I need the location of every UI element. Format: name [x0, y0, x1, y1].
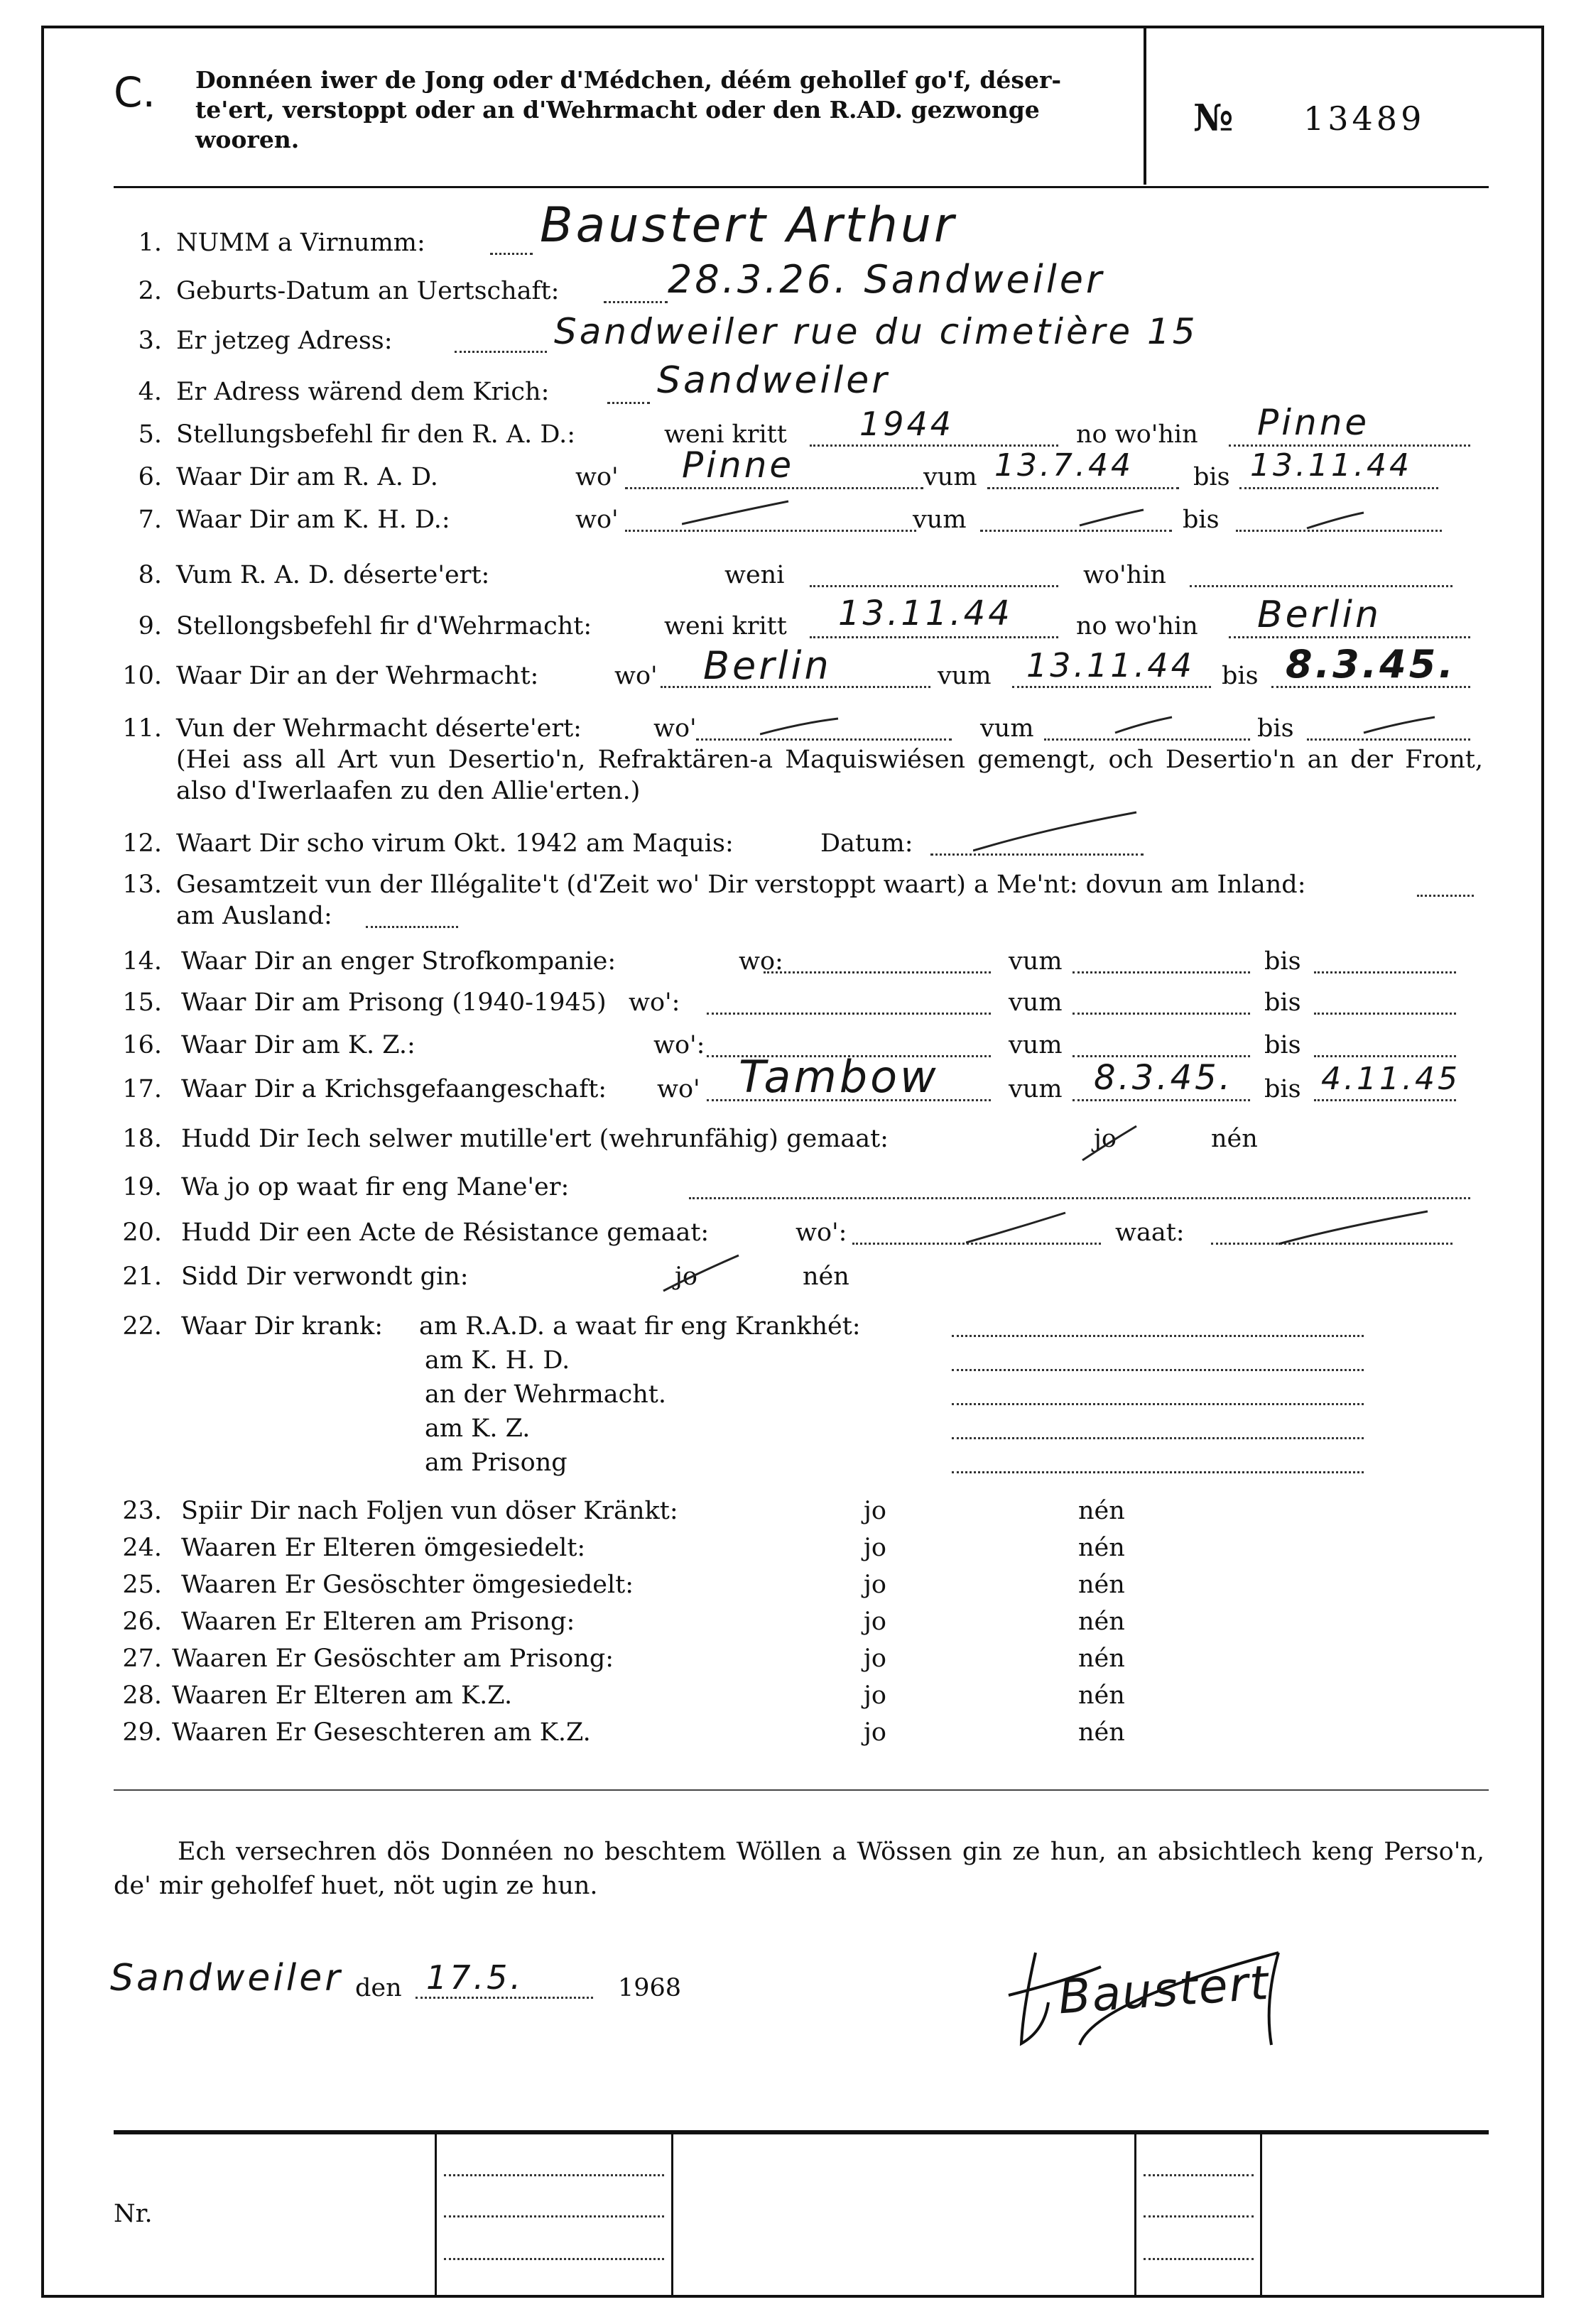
- row-number: 9.: [138, 612, 162, 640]
- row-label: Er jetzeg Adress:: [176, 327, 393, 355]
- row-number: 14.: [122, 947, 162, 976]
- row-label: Stellungsbefehl fir den R. A. D.:: [176, 420, 576, 449]
- nen-option: nén: [1078, 1608, 1125, 1636]
- jo-option: jo: [864, 1644, 886, 1673]
- handwritten-wo: Tambow: [739, 1051, 939, 1103]
- header-divider: [1144, 28, 1146, 185]
- fill-line: [810, 636, 1058, 638]
- handwritten-birth: 28.3.26. Sandweiler: [668, 257, 1105, 302]
- fill-line: [1417, 895, 1474, 897]
- table-cell-line: [1144, 2258, 1254, 2260]
- row-sublabel: am Prisong: [425, 1449, 568, 1477]
- header-rule: [114, 186, 1489, 188]
- waat-label: waat:: [1115, 1218, 1185, 1247]
- table-divider: [1260, 2134, 1262, 2296]
- row-number: 23.: [122, 1497, 162, 1525]
- wo-label: wo':: [796, 1218, 847, 1247]
- handwritten-weni: 13.11.44: [838, 594, 1013, 633]
- fill-line: [1229, 636, 1470, 638]
- fill-line: [1314, 1013, 1456, 1015]
- row-number: 1.: [138, 229, 162, 257]
- nen-option: nén: [1078, 1644, 1125, 1673]
- nr-label: Nr.: [114, 2200, 153, 2228]
- fill-line: [416, 1997, 593, 1999]
- jo-option: jo: [864, 1718, 886, 1747]
- table-cell-line: [1144, 2215, 1254, 2217]
- row-number: 29.: [122, 1718, 162, 1747]
- vum-label: vum: [1009, 1031, 1063, 1059]
- wo-label: wo':: [629, 988, 680, 1017]
- bis-label: bis: [1222, 662, 1259, 690]
- row-number: 2.: [138, 277, 162, 305]
- row-number: 28.: [122, 1681, 162, 1710]
- fill-line: [1229, 444, 1470, 447]
- row-number: 13.: [122, 871, 162, 899]
- row-number: 21.: [122, 1262, 162, 1291]
- fill-line: [952, 1437, 1364, 1439]
- strike-mark: [661, 1253, 746, 1295]
- wo-label: wo': [653, 714, 697, 743]
- handwritten-wo: Pinne: [682, 444, 795, 486]
- bis-label: bis: [1183, 506, 1220, 534]
- row-label: Er Adress wärend dem Krich:: [176, 378, 550, 406]
- strike-mark: [1080, 1122, 1144, 1164]
- row-number: 18.: [122, 1125, 162, 1153]
- wohin-label: no wo'hin: [1076, 612, 1198, 640]
- vum-label: vum: [1009, 947, 1063, 976]
- row-label: Gesamtzeit vun der Illégalite't (d'Zeit wo' Dir verstoppt waart) a Me'nt: dovun am Inland:: [176, 871, 1306, 899]
- weni-label: weni kritt: [664, 612, 787, 640]
- fill-line: [810, 585, 1058, 587]
- vum-label: vum: [938, 662, 992, 690]
- handwritten-address: Sandweiler rue du cimetière 15: [554, 311, 1198, 352]
- handwritten-vum: 8.3.45.: [1094, 1058, 1233, 1098]
- nen-option: nén: [1078, 1718, 1125, 1747]
- form-number: 13489: [1303, 99, 1426, 138]
- wohin-label: no wo'hin: [1076, 420, 1198, 449]
- section-letter: C.: [114, 68, 156, 116]
- weni-label: weni kritt: [664, 420, 787, 449]
- year-label: 1968: [618, 1974, 682, 2002]
- row-number: 5.: [138, 420, 162, 449]
- wo-label: wo': [614, 662, 658, 690]
- jo-option: jo: [864, 1497, 886, 1525]
- vum-label: vum: [913, 506, 967, 534]
- row-label: Waaren Er Geseschteren am K.Z.: [172, 1718, 591, 1747]
- fill-line: [455, 351, 547, 353]
- row-label: Spiir Dir nach Foljen vun döser Kränkt:: [181, 1497, 678, 1525]
- row-sublabel: an der Wehrmacht.: [425, 1380, 667, 1409]
- datum-label: Datum:: [820, 829, 913, 858]
- handwritten-vum: 13.11.44: [1026, 646, 1195, 684]
- fill-line: [810, 444, 1058, 447]
- wo-label: wo:: [739, 947, 783, 976]
- jo-option: jo: [864, 1571, 886, 1599]
- row-number: 3.: [138, 327, 162, 355]
- vum-label: vum: [1009, 988, 1063, 1017]
- row-note: (Hei ass all Art vun Desertio'n, Refraktären-a Maquiswiésen gemengt, och Desertio'n an der Front, also d'Iwerlaafen zu den Allie'erten.): [176, 746, 1483, 805]
- table-divider: [671, 2134, 673, 2296]
- row-number: 15.: [122, 988, 162, 1017]
- row-number: 17.: [122, 1075, 162, 1103]
- fill-line: [689, 1197, 1470, 1199]
- fill-line: [490, 253, 533, 255]
- handwritten-bis: 8.3.45.: [1286, 642, 1456, 687]
- strike-mark: [973, 808, 1144, 858]
- row-label: Waar Dir krank:: [181, 1312, 383, 1341]
- fill-line: [952, 1403, 1364, 1405]
- row-label: Waar Dir a Krichsgefaangeschaft:: [181, 1075, 607, 1103]
- handwritten-bis: 13.11.44: [1250, 447, 1412, 484]
- fill-line: [1073, 1055, 1250, 1057]
- row-label: Waar Dir am K. Z.:: [181, 1031, 416, 1059]
- table-divider: [435, 2134, 437, 2296]
- handwritten-weni: 1944: [859, 405, 955, 443]
- row-label: Waar Dir am K. H. D.:: [176, 506, 450, 534]
- fill-line: [1012, 686, 1211, 688]
- fill-line: [1073, 1013, 1250, 1015]
- fill-line: [1073, 971, 1250, 973]
- handwritten-date: 17.5.: [426, 1958, 524, 1997]
- vum-label: vum: [1009, 1075, 1063, 1103]
- table-cell-line: [444, 2174, 664, 2176]
- strike-marks: [760, 711, 1470, 740]
- fill-line: [1239, 487, 1438, 489]
- row-sublabel: am Ausland:: [176, 902, 332, 930]
- strike-marks: [966, 1207, 1463, 1250]
- row-label: NUMM a Virnumm:: [176, 229, 425, 257]
- fill-line: [952, 1471, 1364, 1473]
- wo-label: wo': [575, 506, 619, 534]
- row-label: Waar Dir an der Wehrmacht:: [176, 662, 539, 690]
- row-label: Waar Dir an enger Strofkompanie:: [181, 947, 617, 976]
- row-number: 19.: [122, 1173, 162, 1201]
- row-label: Waaren Er Elteren am K.Z.: [172, 1681, 513, 1710]
- handwritten-wo: Berlin: [703, 643, 832, 688]
- row-number: 4.: [138, 378, 162, 406]
- handwritten-bis: 4.11.45: [1321, 1061, 1460, 1097]
- strike-marks: [682, 496, 1463, 538]
- row-number: 20.: [122, 1218, 162, 1247]
- fill-line: [987, 487, 1179, 489]
- row-number: 12.: [122, 829, 162, 858]
- fill-line: [1073, 1099, 1250, 1101]
- den-label: den: [355, 1974, 402, 2002]
- fill-line: [952, 1335, 1364, 1337]
- row-label: Vun der Wehrmacht déserte'ert:: [176, 714, 582, 743]
- row-number: 8.: [138, 561, 162, 589]
- fill-line: [1314, 1055, 1456, 1057]
- row-label: Stellongsbefehl fir d'Wehrmacht:: [176, 612, 592, 640]
- wo-label: wo': [575, 463, 619, 491]
- fill-line: [707, 1013, 991, 1015]
- fill-line: [1314, 971, 1456, 973]
- jo-option: jo: [864, 1534, 886, 1562]
- table-cell-line: [1144, 2174, 1254, 2176]
- row-label: Sidd Dir verwondt gin:: [181, 1262, 469, 1291]
- bis-label: bis: [1264, 1075, 1301, 1103]
- bis-label: bis: [1264, 947, 1301, 976]
- vum-label: vum: [980, 714, 1034, 743]
- row-label: Vum R. A. D. déserte'ert:: [176, 561, 490, 589]
- table-cell-line: [444, 2258, 664, 2260]
- wo-label: wo': [657, 1075, 700, 1103]
- bis-label: bis: [1264, 988, 1301, 1017]
- row-number: 11.: [122, 714, 162, 743]
- row-label: Waaren Er Gesöschter am Prisong:: [172, 1644, 614, 1673]
- handwritten-wohin: Berlin: [1257, 594, 1381, 636]
- row-number: 16.: [122, 1031, 162, 1059]
- bis-label: bis: [1257, 714, 1294, 743]
- handwritten-wohin: Pinne: [1257, 402, 1370, 443]
- section-rule: [114, 1789, 1489, 1791]
- row-label: Wa jo op waat fir eng Mane'er:: [181, 1173, 570, 1201]
- fill-line: [952, 1369, 1364, 1371]
- declaration-text: Ech versechren dös Donnéen no beschtem Wöllen a Wössen gin ze hun, an absichtlech keng Perso'n, de' mir geholfef huet, nöt ugin ze hun.: [114, 1838, 1484, 1900]
- nen-option: nén: [1211, 1125, 1258, 1153]
- fill-line: [1190, 585, 1452, 587]
- fill-line: [764, 971, 991, 973]
- form-title: Donnéen iwer de Jong oder d'Médchen, déém gehollef go'f, déser-te'ert, verstoppt oder an d'Wehrmacht oder den R.AD. gezwonge wooren.: [195, 66, 1062, 153]
- jo-option: jo: [1094, 1125, 1117, 1153]
- row-number: 27.: [122, 1644, 162, 1673]
- row-sublabel: am R.A.D. a waat fir eng Krankhét:: [419, 1312, 861, 1341]
- nen-option: nén: [1078, 1681, 1125, 1710]
- row-sublabel: am K. H. D.: [425, 1346, 570, 1375]
- fill-line: [625, 487, 923, 489]
- row-label: Hudd Dir een Acte de Résistance gemaat:: [181, 1218, 710, 1247]
- jo-option: jo: [864, 1608, 886, 1636]
- row-number: 7.: [138, 506, 162, 534]
- row-number: 25.: [122, 1571, 162, 1599]
- row-number: 22.: [122, 1312, 162, 1341]
- handwritten-name: Baustert Arthur: [540, 197, 957, 253]
- row-label: Waar Dir am R. A. D.: [176, 463, 438, 491]
- fill-line: [607, 402, 650, 404]
- table-cell-line: [444, 2215, 664, 2217]
- row-label: Hudd Dir Iech selwer mutille'ert (wehrunfähig) gemaat:: [181, 1125, 889, 1153]
- handwritten-place: Sandweiler: [110, 1957, 343, 2000]
- row-number: 26.: [122, 1608, 162, 1636]
- fill-line: [366, 926, 458, 928]
- row-number: 10.: [122, 662, 162, 690]
- signature: Baustert: [1056, 1955, 1271, 2025]
- footer-rule: [114, 2130, 1489, 2134]
- nen-option: nén: [1078, 1571, 1125, 1599]
- wo-label: wo':: [653, 1031, 705, 1059]
- row-label: Waaren Er Elteren ömgesiedelt:: [181, 1534, 586, 1562]
- nen-option: nén: [803, 1262, 849, 1291]
- row-sublabel: am K. Z.: [425, 1414, 531, 1443]
- row-label: Waaren Er Gesöschter ömgesiedelt:: [181, 1571, 634, 1599]
- row-label: Waaren Er Elteren am Prisong:: [181, 1608, 575, 1636]
- handwritten-vum: 13.7.44: [994, 447, 1134, 484]
- fill-line: [1314, 1099, 1456, 1101]
- nen-option: nén: [1078, 1534, 1125, 1562]
- row-number: 24.: [122, 1534, 162, 1562]
- row-label: Waar Dir am Prisong (1940-1945): [181, 988, 607, 1017]
- bis-label: bis: [1193, 463, 1230, 491]
- weni-label: weni: [724, 561, 785, 589]
- number-sign: №: [1193, 97, 1234, 140]
- nen-option: nén: [1078, 1497, 1125, 1525]
- bis-label: bis: [1264, 1031, 1301, 1059]
- row-label: Waart Dir scho virum Okt. 1942 am Maquis:: [176, 829, 734, 858]
- row-label: Geburts-Datum an Uertschaft:: [176, 277, 560, 305]
- vum-label: vum: [923, 463, 977, 491]
- row-number: 6.: [138, 463, 162, 491]
- table-divider: [1134, 2134, 1136, 2296]
- wohin-label: wo'hin: [1083, 561, 1166, 589]
- handwritten-war-address: Sandweiler: [657, 359, 890, 402]
- jo-option: jo: [675, 1262, 697, 1291]
- jo-option: jo: [864, 1681, 886, 1710]
- fill-line: [604, 301, 668, 303]
